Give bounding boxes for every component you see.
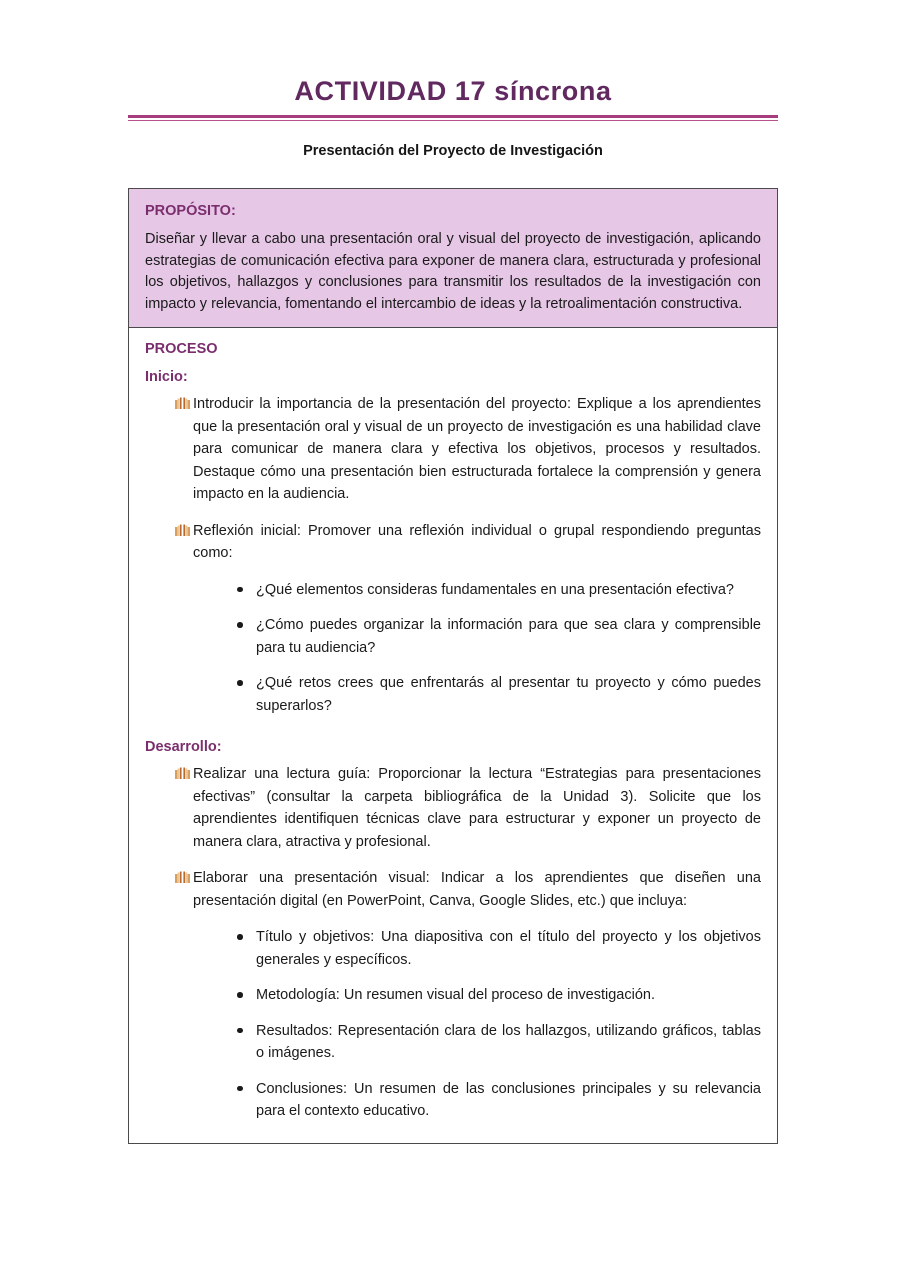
list-item — [145, 926, 761, 971]
bullet-dot-icon — [237, 680, 243, 686]
bullet-dot-icon — [237, 1086, 243, 1092]
list-item-text: ¿Qué retos crees que enfrentarás al presentar tu proyecto y cómo puedes superarlos? — [256, 675, 761, 714]
list-item-text: Realizar una lectura guía: Proporcionar la lectura “Estrategias para presentaciones efectivas” (consultar la carpeta bibliográfica de la Unidad 3). Solicite que los aprendientes identifiquen técnicas clave para estructurar y exponer un proyecto de manera clara, atractiva y profesional. — [193, 766, 761, 850]
purpose-cell — [129, 189, 777, 328]
list-item-text: Metodología: Un resumen visual del proceso de investigación. — [256, 987, 655, 1003]
bullet-dot-icon — [237, 587, 243, 593]
purpose-label: PROPÓSITO: — [145, 203, 236, 219]
list-item-text: ¿Cómo puedes organizar la información para que sea clara y comprensible para tu audiencia? — [256, 617, 761, 656]
bullet-dot-icon — [237, 934, 243, 940]
list-item — [145, 520, 761, 565]
page-title: ACTIVIDAD 17 síncrona — [294, 76, 612, 106]
book-bullet-icon — [175, 397, 190, 410]
list-item-text: Introducir la importancia de la presentación del proyecto: Explique a los aprendientes que la presentación oral y visual de un proyecto de investigación es una habilidad clave para comunicar de manera clara y efectiva los objetivos, procesos y resultados. Destaque cómo una presentación bien estructurada fortalece la comprensión y genera impacto en la audiencia. — [193, 396, 761, 502]
divider-line-thin — [128, 120, 778, 122]
list-item-text: Conclusiones: Un resumen de las conclusiones principales y su relevancia para el contexto educativo. — [256, 1080, 761, 1119]
list-item — [145, 672, 761, 717]
page-subtitle: Presentación del Proyecto de Investigación — [303, 143, 603, 159]
phase-label-inicio: Inicio: — [145, 369, 188, 385]
bullet-dot-icon — [237, 992, 243, 998]
list-item-text: Elaborar una presentación visual: Indicar a los aprendientes que diseñen una presentación digital (en PowerPoint, Canva, Google Slides, etc.) que incluya: — [193, 870, 761, 909]
title-divider — [128, 115, 778, 121]
phase-label-desarrollo: Desarrollo: — [145, 739, 222, 755]
book-bullet-icon — [175, 767, 190, 780]
divider-line-thick — [128, 115, 778, 118]
list-item — [145, 579, 761, 602]
purpose-text: Diseñar y llevar a cabo una presentación oral y visual del proyecto de investigación, aplicando estrategias de comunicación efectiva para exponer de manera clara, estructurada y profesional los objetivos, hallazgos y conclusiones para transmitir los resultados de la investigación con impacto y relevancia, fomentando el intercambio de ideas y la retroalimentación constructiva. — [145, 231, 761, 312]
list-item-text: ¿Qué elementos consideras fundamentales en una presentación efectiva? — [256, 581, 734, 598]
book-bullet-icon — [175, 524, 190, 537]
list-item — [145, 614, 761, 659]
list-item — [145, 984, 761, 1007]
list-item — [145, 867, 761, 912]
list-item — [145, 1078, 761, 1123]
sub-list-inicio — [145, 579, 761, 718]
process-cell — [129, 328, 777, 1143]
bullet-dot-icon — [237, 622, 243, 628]
list-item-text: Resultados: Representación clara de los hallazgos, utilizando gráficos, tablas o imágenes. — [256, 1022, 761, 1061]
bullet-dot-icon — [237, 1028, 243, 1034]
process-label: PROCESO — [145, 341, 218, 357]
list-item — [145, 393, 761, 506]
list-item-text: Reflexión inicial: Promover una reflexión individual o grupal respondiendo preguntas como: — [193, 522, 761, 561]
list-item — [145, 1020, 761, 1065]
book-bullet-icon — [175, 871, 190, 884]
activity-table — [128, 188, 778, 1144]
list-item — [145, 763, 761, 853]
list-item-text: Título y objetivos: Una diapositiva con el título del proyecto y los objetivos generales y específicos. — [256, 929, 761, 968]
sub-list-desarrollo — [145, 926, 761, 1123]
